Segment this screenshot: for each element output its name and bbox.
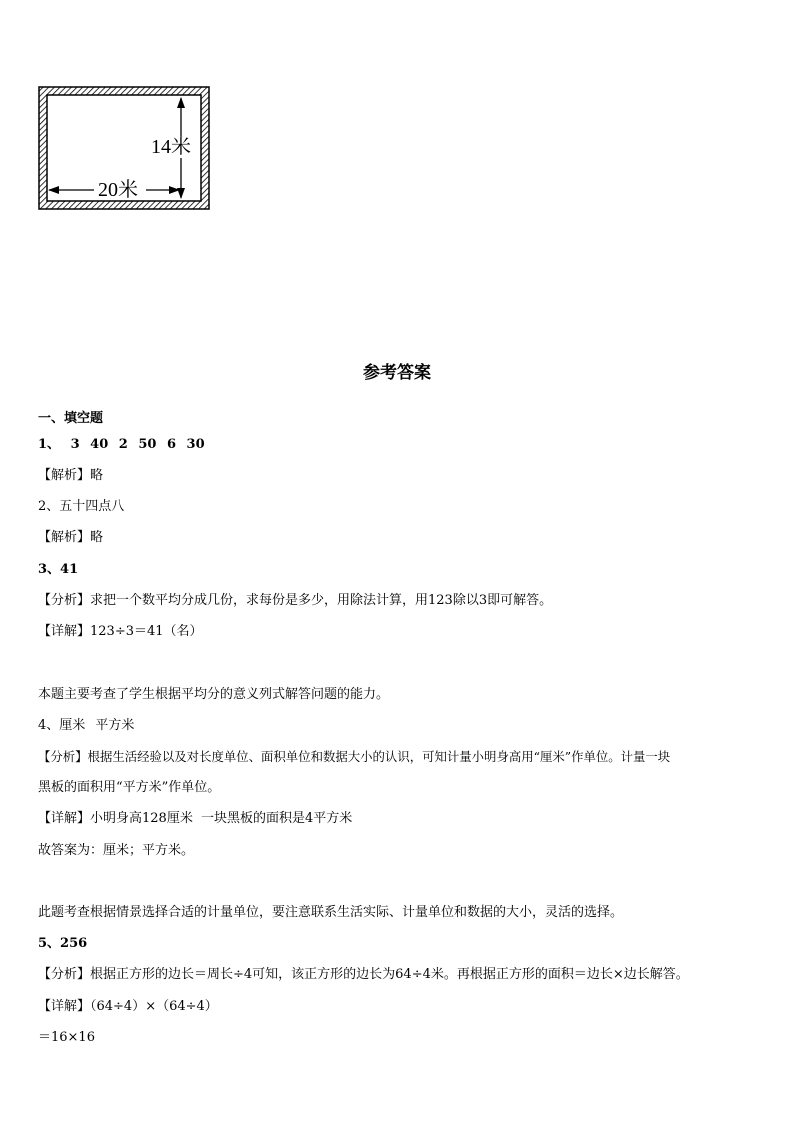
summary-3: 本题主要考查了学生根据平均分的意义列式解答问题的能力。 [38,687,390,702]
analysis-3: 【分析】求把一个数平均分成几份，求每份是多少，用除法计算，用123除以3即可解答。 [38,593,553,608]
answer-2: 2、五十四点八 [38,499,125,514]
section-heading: 一、填空题 [38,411,104,426]
analysis-2: 【解析】略 [38,530,104,545]
detail-4: 【详解】小明身高128厘米 一块黑板的面积是4平方米 [38,811,353,826]
rectangle-figure [38,86,212,212]
rectangle-diagram [38,86,212,212]
page-title: 参考答案 [363,363,431,383]
analysis-1: 【解析】略 [38,468,104,483]
answer-1: 1、 3 40 2 50 6 30 [38,437,205,452]
summary-4: 此题考查根据情景选择合适的计量单位，要注意联系生活实际、计量单位和数据的大小，灵活的选择。 [38,905,624,920]
detail-5-step: ＝16×16 [38,1030,95,1045]
analysis-4-line2: 黑板的面积用“平方米”作单位。 [38,780,221,795]
detail-3: 【详解】123÷3＝41（名） [38,624,203,639]
height-label: 14米 [151,136,191,158]
conclusion-4: 故答案为：厘米；平方米。 [38,843,195,858]
detail-5: 【详解】（64÷4）×（64÷4） [38,999,218,1014]
answer-4: 4、厘米 平方米 [38,718,135,733]
answer-3: 3、41 [38,562,79,577]
answer-5: 5、256 [38,936,88,951]
width-label: 20米 [98,179,138,201]
analysis-4-line1: 【分析】根据生活经验以及对长度单位、面积单位和数据大小的认识，可知计量小明身高用“厘米”作单位。计量一块 [38,749,671,764]
analysis-5: 【分析】根据正方形的边长＝周长÷4可知，该正方形的边长为64÷4米。再根据正方形的面积＝边长×边长解答。 [38,967,689,982]
